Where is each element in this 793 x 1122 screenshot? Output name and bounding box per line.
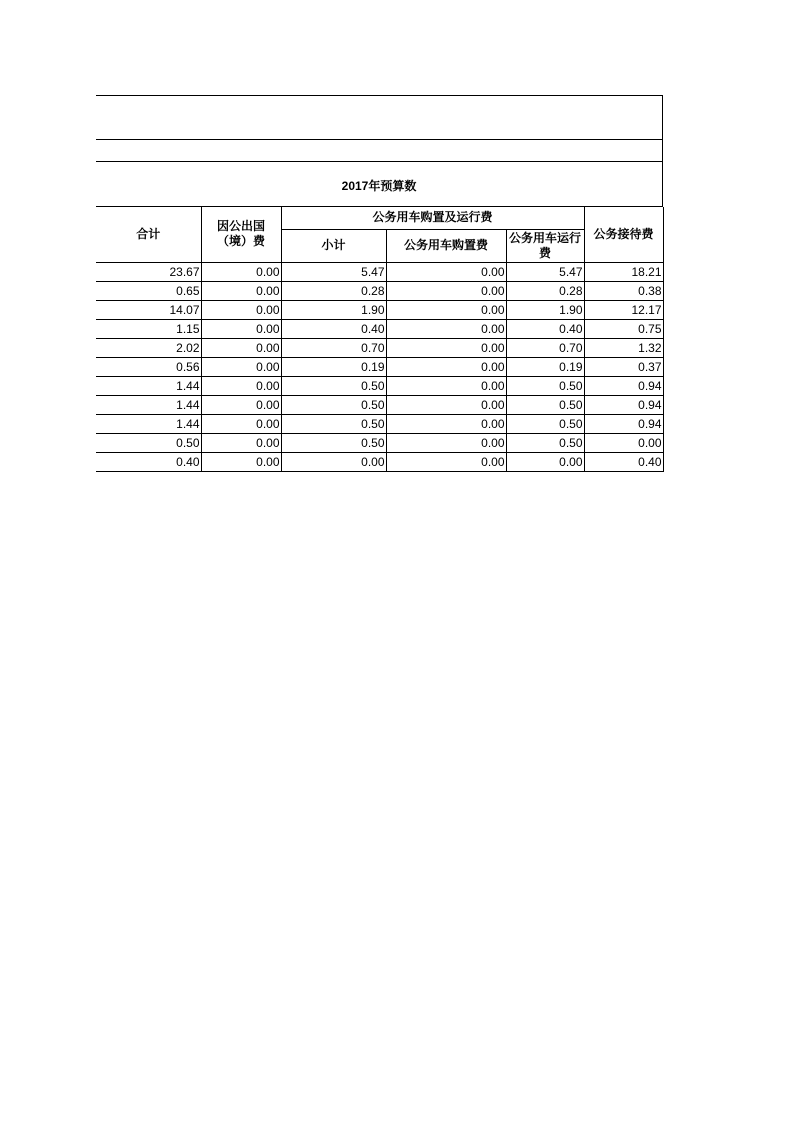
header-abroad: 因公出国（境）费	[201, 207, 281, 262]
cell-total: 23.67	[96, 262, 201, 281]
cell-vehicle-purchase: 0.00	[386, 395, 506, 414]
header-subtotal: 小计	[281, 229, 386, 262]
cell-abroad: 0.00	[201, 319, 281, 338]
table-row	[96, 338, 663, 357]
cell-vehicle-operation: 0.00	[506, 452, 584, 471]
cell-total: 1.44	[96, 376, 201, 395]
budget-sheet	[96, 95, 663, 472]
cell-vehicle-purchase: 0.00	[386, 262, 506, 281]
table-row	[96, 357, 663, 376]
cell-abroad: 0.00	[201, 262, 281, 281]
cell-total: 1.44	[96, 395, 201, 414]
cell-vehicle-purchase: 0.00	[386, 433, 506, 452]
cell-abroad: 0.00	[201, 376, 281, 395]
cell-vehicle-operation: 0.50	[506, 433, 584, 452]
table-row	[96, 395, 663, 414]
header-vehicle-operation: 公务用车运行费	[506, 229, 584, 262]
cell-vehicle-operation: 0.28	[506, 281, 584, 300]
table-row	[96, 452, 663, 471]
cell-vehicle-operation: 1.90	[506, 300, 584, 319]
cell-abroad: 0.00	[201, 300, 281, 319]
cell-subtotal: 0.50	[281, 414, 386, 433]
cell-vehicle-purchase: 0.00	[386, 338, 506, 357]
cell-subtotal: 0.50	[281, 376, 386, 395]
cell-reception: 1.32	[584, 338, 663, 357]
table-row	[96, 281, 663, 300]
cell-reception: 0.94	[584, 414, 663, 433]
cell-subtotal: 0.19	[281, 357, 386, 376]
cell-vehicle-operation: 5.47	[506, 262, 584, 281]
cell-vehicle-operation: 0.40	[506, 319, 584, 338]
cell-subtotal: 0.70	[281, 338, 386, 357]
cell-reception: 18.21	[584, 262, 663, 281]
cell-vehicle-purchase: 0.00	[386, 281, 506, 300]
cell-total: 0.40	[96, 452, 201, 471]
cell-vehicle-purchase: 0.00	[386, 376, 506, 395]
cell-total: 1.15	[96, 319, 201, 338]
table-row	[96, 414, 663, 433]
cell-vehicle-operation: 0.50	[506, 414, 584, 433]
cell-reception: 0.94	[584, 395, 663, 414]
cell-reception: 0.94	[584, 376, 663, 395]
cell-total: 14.07	[96, 300, 201, 319]
cell-vehicle-operation: 0.50	[506, 395, 584, 414]
cell-reception: 0.38	[584, 281, 663, 300]
table-row	[96, 319, 663, 338]
cell-vehicle-purchase: 0.00	[386, 414, 506, 433]
cell-vehicle-purchase: 0.00	[386, 357, 506, 376]
cell-abroad: 0.00	[201, 433, 281, 452]
budget-year-title: 2017年预算数	[96, 162, 663, 207]
cell-abroad: 0.00	[201, 357, 281, 376]
cell-vehicle-purchase: 0.00	[386, 319, 506, 338]
table-row	[96, 300, 663, 319]
cell-subtotal: 0.28	[281, 281, 386, 300]
cell-total: 1.44	[96, 414, 201, 433]
cell-reception: 0.75	[584, 319, 663, 338]
cell-abroad: 0.00	[201, 395, 281, 414]
cell-vehicle-purchase: 0.00	[386, 452, 506, 471]
cell-subtotal: 5.47	[281, 262, 386, 281]
cell-total: 0.50	[96, 433, 201, 452]
cell-reception: 12.17	[584, 300, 663, 319]
cell-abroad: 0.00	[201, 414, 281, 433]
cell-subtotal: 0.00	[281, 452, 386, 471]
header-vehicle-group: 公务用车购置及运行费	[281, 207, 584, 229]
cell-total: 0.56	[96, 357, 201, 376]
cell-vehicle-operation: 0.19	[506, 357, 584, 376]
cell-subtotal: 0.40	[281, 319, 386, 338]
budget-table	[96, 207, 664, 472]
cell-reception: 0.40	[584, 452, 663, 471]
cell-reception: 0.37	[584, 357, 663, 376]
cell-total: 2.02	[96, 338, 201, 357]
header-spacer-row	[96, 140, 663, 162]
cell-subtotal: 0.50	[281, 433, 386, 452]
header-total: 合计	[96, 207, 201, 262]
cell-abroad: 0.00	[201, 452, 281, 471]
cell-subtotal: 1.90	[281, 300, 386, 319]
header-blank-row	[96, 95, 663, 140]
table-row	[96, 376, 663, 395]
table-row	[96, 262, 663, 281]
header-reception: 公务接待费	[584, 207, 663, 262]
cell-vehicle-operation: 0.70	[506, 338, 584, 357]
cell-abroad: 0.00	[201, 281, 281, 300]
cell-subtotal: 0.50	[281, 395, 386, 414]
cell-abroad: 0.00	[201, 338, 281, 357]
table-row	[96, 433, 663, 452]
cell-vehicle-operation: 0.50	[506, 376, 584, 395]
cell-total: 0.65	[96, 281, 201, 300]
cell-vehicle-purchase: 0.00	[386, 300, 506, 319]
header-vehicle-purchase: 公务用车购置费	[386, 229, 506, 262]
cell-reception: 0.00	[584, 433, 663, 452]
